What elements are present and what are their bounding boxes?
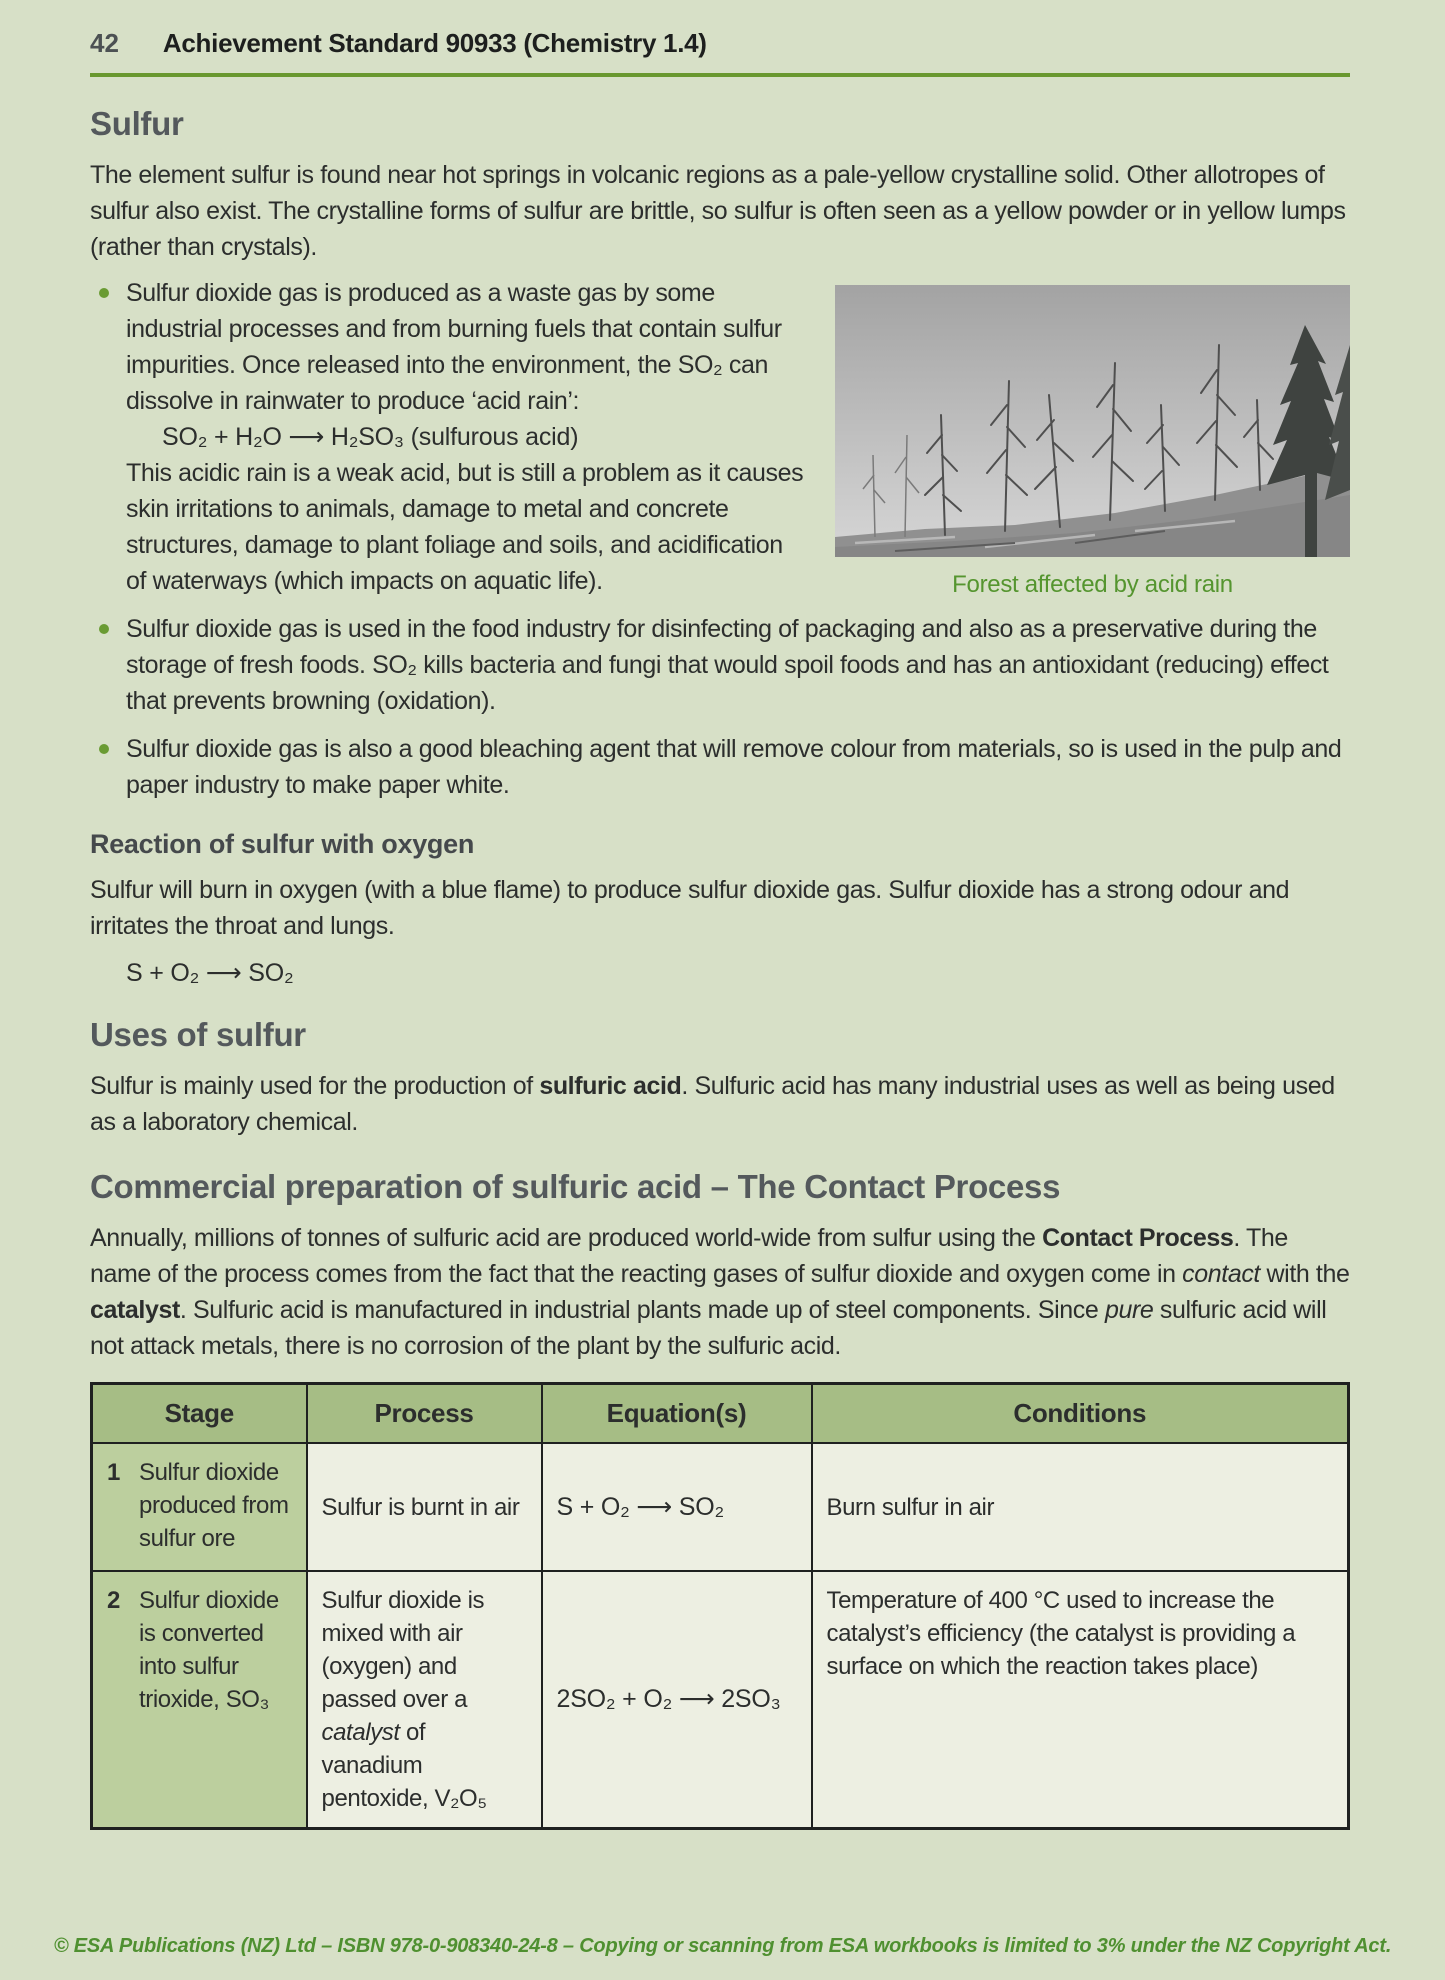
equation-1-cell: S + O₂ ⟶ SO₂	[542, 1443, 812, 1571]
bullet-text-continued: This acidic rain is a weak acid, but is still a problem as it causes skin irritations to animals, damage to metal and concrete structures, damage to plant foliage and soils, and acidification of waterways (which impacts on aquatic life).	[126, 459, 804, 595]
equation-2-cell: 2SO₂ + O₂ ⟶ 2SO₃	[542, 1571, 812, 1829]
copyright-footer: © ESA Publications (NZ) Ltd – ISBN 978-0-908340-24-8 – Copying or scanning from ESA workbooks is limited to 3% under the NZ Copyright Act.	[53, 1935, 1392, 1957]
table-row-stage-1	[92, 1443, 1349, 1571]
stage-2-cell	[92, 1571, 307, 1829]
sulfurous-acid-equation: SO₂ + H₂O ⟶ H₂SO₃ (sulfurous acid)	[162, 423, 579, 451]
stage-text: Sulfur dioxide is converted into sulfur trioxide, SO₃	[139, 1587, 279, 1713]
so2-formation-equation: S + O₂ ⟶ SO₂	[126, 959, 294, 987]
stage-text: Sulfur dioxide produced from sulfur ore	[139, 1459, 289, 1552]
col-header-process: Process	[307, 1384, 542, 1444]
col-header-stage: Stage	[92, 1384, 307, 1444]
page-number: 42	[90, 28, 119, 58]
section-uses-of-sulfur	[90, 1016, 1350, 1140]
conditions-2-cell: Temperature of 400 °C used to increase the catalyst’s efficiency (the catalyst is providing a surface on which the reaction takes place)	[812, 1571, 1349, 1829]
contact-process-paragraph: Annually, millions of tonnes of sulfuric acid are produced world-wide from sulfur using the Contact Process. The name of the process comes from the fact that the reacting gases of sulfur dioxide and oxygen come in contact with the catalyst. Sulfuric acid is manufactured in industrial plants made up of steel components. Since pure sulfuric acid will not attack metals, there is no corrosion of the plant by the sulfuric acid.	[90, 1224, 1350, 1360]
process-2-cell: Sulfur dioxide is mixed with air (oxygen) and passed over a catalyst of vanadium pentoxide, V₂O₅	[307, 1571, 542, 1829]
contact-process-heading: Commercial preparation of sulfuric acid – The Contact Process	[90, 1168, 1061, 1205]
stage-1-cell	[92, 1443, 307, 1571]
sulfur-bullet-list	[90, 275, 1350, 803]
col-header-conditions: Conditions	[812, 1384, 1349, 1444]
section-reaction-with-oxygen	[90, 829, 1350, 988]
header-rule	[90, 73, 1350, 77]
uses-heading: Uses of sulfur	[90, 1016, 306, 1053]
bullet-text: Sulfur dioxide gas is used in the food industry for disinfecting of packaging and also as a preservative during the storage of fresh foods. SO₂ kills bacteria and fungi that would spoil foods and has an antioxidant (reducing) effect that prevents browning (oxidation).	[126, 615, 1329, 715]
process-1-cell: Sulfur is burnt in air	[307, 1443, 542, 1571]
bullet-text: Sulfur dioxide gas is also a good bleaching agent that will remove colour from materials, so is used in the pulp and paper industry to make paper white.	[126, 735, 1342, 799]
bullet-text: Sulfur dioxide gas is produced as a waste gas by some industrial processes and from burning fuels that contain sulfur impurities. Once released into the environment, the SO₂ can dissolve in rainwater to produce ‘acid rain’:	[126, 279, 782, 415]
reaction-heading: Reaction of sulfur with oxygen	[90, 829, 475, 859]
bullet-so2-bleaching	[90, 731, 1350, 803]
sulfur-intro-paragraph: The element sulfur is found near hot springs in volcanic regions as a pale-yellow crystalline solid. Other allotropes of sulfur also exist. The crystalline forms of sulfur are brittle, so sulfur is often seen as a yellow powder or in yellow lumps (rather than crystals).	[90, 161, 1346, 261]
section-sulfur	[90, 105, 1350, 803]
reaction-paragraph: Sulfur will burn in oxygen (with a blue flame) to produce sulfur dioxide gas. Sulfur dioxide has a strong odour and irritates the throat and lungs.	[90, 876, 1290, 940]
section-contact-process	[90, 1168, 1350, 1830]
contact-process-table	[90, 1382, 1350, 1830]
page-header	[90, 28, 1350, 59]
col-header-equations: Equation(s)	[542, 1384, 812, 1444]
table-header-row	[92, 1384, 1349, 1444]
bullet-so2-waste-gas	[90, 275, 1350, 599]
stage-number: 2	[107, 1587, 120, 1614]
standard-title: Achievement Standard 90933 (Chemistry 1.4)	[162, 28, 707, 58]
bullet-so2-food-industry	[90, 611, 1350, 719]
stage-number: 1	[107, 1459, 120, 1486]
photo-caption: Forest affected by acid rain	[952, 571, 1233, 598]
uses-paragraph: Sulfur is mainly used for the production of sulfuric acid. Sulfuric acid has many industrial uses as well as being used as a laboratory chemical.	[90, 1072, 1335, 1136]
conditions-1-cell: Burn sulfur in air	[812, 1443, 1349, 1571]
table-row-stage-2	[92, 1571, 1349, 1829]
sulfur-heading: Sulfur	[90, 105, 184, 142]
